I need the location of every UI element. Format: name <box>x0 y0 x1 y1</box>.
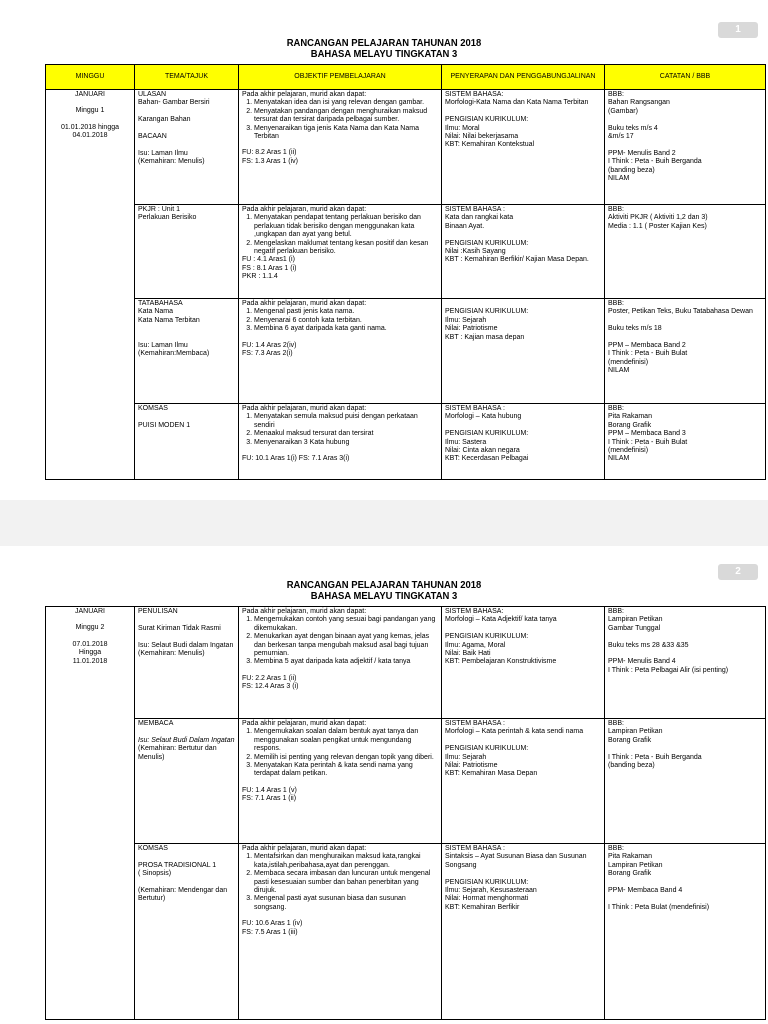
penyerapan-cell: SISTEM BAHASA: Morfologi – Kata Adjektif/ kata tanya PENGISIAN KURIKULUM: Ilmu: Agama, Moral Nilai: Baik Hati KBT: Pembelajaran Konstruktivisme <box>442 607 605 719</box>
table-row <box>46 299 766 404</box>
list-item: 3. Menyenaraikan 3 Kata hubung <box>254 439 438 447</box>
tema-title: MEMBACA <box>138 720 174 727</box>
tema-cell: KOMSAS PROSA TRADISIONAL 1 ( Sinopsis) (Kemahiran: Mendengar dan Bertutur) <box>135 844 239 1020</box>
list-item: 1. Mengenal pasti jenis kata nama. <box>254 308 438 316</box>
list-item: 2. Memilih isi penting yang relevan dengan topik yang diberi. <box>254 754 438 762</box>
list-item: 2. Menaakul maksud tersurat dan tersirat <box>254 430 438 438</box>
month-label: JANUARI <box>75 91 105 98</box>
objective-list <box>242 728 438 778</box>
date-end: 04.01.2018 <box>72 132 108 140</box>
objektif-cell <box>239 299 442 404</box>
list-item: 3. Membina 5 ayat daripada kata adjektif / kata tanya <box>254 658 438 666</box>
catatan-cell: BBB: Aktiviti PKJR ( Aktiviti 1,2 dan 3) Media : 1.1 ( Poster Kajian Kes) <box>605 205 766 299</box>
document-page-2 <box>0 546 768 1024</box>
list-item: 1. Menyatakan idea dan isi yang relevan dengan gambar. <box>254 99 438 107</box>
penyerapan-cell: PENGISIAN KURIKULUM: Ilmu: Sejarah Nilai: Patriotisme KBT : Kajian masa depan <box>442 299 605 404</box>
objektif-cell <box>239 607 442 719</box>
list-item: 2. Menukarkan ayat dengan binaan ayat yang kemas, jelas dan berkesan tanpa mengubah maksud asal bagi tujuan pemurnian. <box>254 633 438 658</box>
list-item: 2. Mengelaskan maklumat tentang kesan positif dan kesan negatif perlakuan berisiko. <box>254 240 438 257</box>
objective-codes: FU: 1.4 Aras 2(iv) FS: 7.3 Aras 2(i) <box>242 341 297 358</box>
lesson-plan-table <box>45 64 766 480</box>
list-item: 2. Menyatakan pandangan dengan menghuraikan maksud tersurat dan tersirat daripada pelbagai sumber. <box>254 108 438 125</box>
objective-intro: Pada akhir pelajaran, murid akan dapat: <box>242 608 367 615</box>
page-title: RANCANGAN PELAJARAN TAHUNAN 2018 <box>286 37 482 49</box>
list-item: 1. Mengemukakan contoh yang sesuai bagi pandangan yang dikemukakan. <box>254 616 438 633</box>
page-title: RANCANGAN PELAJARAN TAHUNAN 2018 <box>286 579 482 591</box>
list-item: 3. Membina 6 ayat daripada kata ganti nama. <box>254 325 438 333</box>
catatan-cell: BBB: Pita Rakaman Lampiran Petikan Borang Grafik PPM- Membaca Band 4 I Think : Peta Bulat (mendefinisi) <box>605 844 766 1020</box>
objective-codes: FU: 10.1 Aras 1(i) FS: 7.1 Aras 3(i) <box>242 455 350 463</box>
objective-list <box>242 99 438 141</box>
tema-skill: (Kemahiran: Bertutur dan Menulis) <box>138 745 217 761</box>
objective-list <box>242 853 438 912</box>
table-row <box>46 404 766 480</box>
objektif-cell <box>239 719 442 844</box>
week-label: Minggu 1 <box>75 107 105 115</box>
penyerapan-cell: SISTEM BAHASA : Morfologi – Kata hubung PENGISIAN KURIKULUM: Ilmu: Sastera Nilai: Cinta akan negara KBT: Kecerdasan Pelbagai <box>442 404 605 480</box>
penyerapan-cell: SISTEM BAHASA : Kata dan rangkai kata Binaan Ayat. PENGISIAN KURIKULUM: Nilai :Kasih Sayang KBT : Kemahiran Berfikir/ Kajian Masa Depan. <box>442 205 605 299</box>
list-item: 1. Menyatakan semula maksud puisi dengan perkataan sendiri <box>254 413 438 430</box>
header-penyerapan: PENYERAPAN DAN PENGGABUNGJALINAN <box>442 65 605 90</box>
date-start: 01.01.2018 hingga <box>61 123 119 131</box>
tema-cell <box>135 719 239 844</box>
catatan-cell: BBB: Bahan Rangsangan (Gambar) Buku teks m/s 4 &m/s 17 PPM- Menulis Band 2 I Think : Peta - Buih Berganda (banding beza) NILAM <box>605 90 766 205</box>
objective-list <box>242 308 438 333</box>
objektif-cell <box>239 90 442 205</box>
tema-cell: TATABAHASA Kata Nama Kata Nama Terbitan Isu: Laman Ilmu (Kemahiran:Membaca) <box>135 299 239 404</box>
catatan-cell: BBB: Lampiran Petikan Gambar Tunggal Buku teks ms 28 &33 &35 PPM- Menulis Band 4 I Think : Peta Pelbagai Alir (isi penting) <box>605 607 766 719</box>
tema-issue: Isu: Selaut Budi Dalam Ingatan <box>138 736 235 744</box>
catatan-cell: BBB: Lampiran Petikan Borang Grafik I Think : Peta - Buih Berganda (banding beza) <box>605 719 766 844</box>
table-row <box>46 607 766 719</box>
objective-intro: Pada akhir pelajaran, murid akan dapat: <box>242 405 367 412</box>
objektif-cell <box>239 205 442 299</box>
tema-cell: ULASAN Bahan- Gambar Bersiri Karangan Bahan BACAAN Isu: Laman Ilmu (Kemahiran: Menulis) <box>135 90 239 205</box>
page-separator <box>0 500 768 546</box>
list-item: 3. Menyatakan Kata perintah & kata sendi nama yang terdapat dalam petikan. <box>254 762 438 779</box>
list-item: 1. Mentafsirkan dan menghuraikan maksud kata,rangkai kata,istilah,peribahasa,ayat dan perenggan. <box>254 853 438 870</box>
tema-cell: KOMSAS PUISI MODEN 1 <box>135 404 239 480</box>
objective-list <box>242 214 438 256</box>
header-catatan: CATATAN / BBB <box>605 65 766 90</box>
objective-codes: FU : 4.1 Aras1 (i) FS : 8.1 Aras 1 (i) PKR : 1.1.4 <box>242 256 297 281</box>
table-row <box>46 719 766 844</box>
page-subtitle: BAHASA MELAYU TINGKATAN 3 <box>310 590 458 602</box>
list-item: 2. Menyenarai 6 contoh kata terbitan. <box>254 317 438 325</box>
list-item: 1. Menyatakan pendapat tentang perlakuan berisiko dan perlakuan tidak berisiko dengan menggunakan kata ,ungkapan dan ayat yang betul. <box>254 214 438 239</box>
week-label: Minggu 2 <box>75 624 105 632</box>
objective-codes: FU: 2.2 Aras 1 (ii) FS: 12.4 Aras 3 (i) <box>242 674 299 691</box>
date-end: 11.01.2018 <box>72 657 108 665</box>
penyerapan-cell: SISTEM BAHASA: Morfologi-Kata Nama dan Kata Nama Terbitan PENGISIAN KURIKULUM: Ilmu: Moral Nilai: Nilai bekerjasama KBT: Kemahiran Kontekstual <box>442 90 605 205</box>
list-item: 1. Mengemukakan soalan dalam bentuk ayat tanya dan menggunakan soalan pengikat untuk mengundang respons. <box>254 728 438 753</box>
tema-cell: PENULISAN Surat Kiriman Tidak Rasmi Isu: Selaut Budi dalam Ingatan (Kemahiran: Menulis) <box>135 607 239 719</box>
objective-list <box>242 413 438 447</box>
penyerapan-cell: SISTEM BAHASA : Morfologi – Kata perintah & kata sendi nama PENGISIAN KURIKULUM: Ilmu: Sejarah Nilai: Patriotisme KBT: Kemahiran Masa Depan <box>442 719 605 844</box>
objective-list <box>242 616 438 666</box>
objective-intro: Pada akhir pelajaran, murid akan dapat: <box>242 845 367 852</box>
header-objektif: OBJEKTIF PEMBELAJARAN <box>239 65 442 90</box>
table-row <box>46 205 766 299</box>
objective-intro: Pada akhir pelajaran, murid akan dapat: <box>242 720 367 727</box>
header-minggu: MINGGU <box>46 65 135 90</box>
list-item: 3. Mengenal pasti ayat susunan biasa dan susunan songsang. <box>254 895 438 912</box>
date-start: 07.01.2018 <box>72 640 108 648</box>
list-item: 2. Membaca secara imbasan dan luncuran untuk mengenal pasti kesesuaian sumber dan bahan penerbitan yang dirujuk. <box>254 870 438 895</box>
catatan-cell: BBB: Poster, Petikan Teks, Buku Tatabahasa Dewan Buku teks m/s 18 PPM – Membaca Band 2 I Think : Peta - Buih Bulat (mendefinisi) NILAM <box>605 299 766 404</box>
page-subtitle: BAHASA MELAYU TINGKATAN 3 <box>310 48 458 60</box>
penyerapan-cell: SISTEM BAHASA : Sintaksis – Ayat Susunan Biasa dan Susunan Songsang PENGISIAN KURIKULUM: Ilmu: Sejarah, Kesusasteraan Nilai: Hormat menghormati KBT: Kemahiran Berfikir <box>442 844 605 1020</box>
table-row <box>46 90 766 205</box>
month-label: JANUARI <box>75 608 105 615</box>
page-title-block <box>0 38 768 60</box>
table-row <box>46 844 766 1020</box>
lesson-plan-table <box>45 606 766 1020</box>
page-number-badge: 1 <box>718 22 758 38</box>
minggu-cell <box>46 607 135 1020</box>
objective-codes: FU: 1.4 Aras 1 (v) FS: 7.1 Aras 1 (ii) <box>242 786 297 803</box>
objective-intro: Pada akhir pelajaran, murid akan dapat: <box>242 91 367 98</box>
objektif-cell <box>239 844 442 1020</box>
catatan-cell: BBB: Pita Rakaman Borang Grafik PPM – Membaca Band 3 I Think : Peta - Buih Bulat (mendefinisi) NILAM <box>605 404 766 480</box>
minggu-cell <box>46 90 135 480</box>
page-title-block <box>0 580 768 602</box>
objective-intro: Pada akhir pelajaran, murid akan dapat: <box>242 206 367 213</box>
objektif-cell <box>239 404 442 480</box>
objective-codes: FU: 8.2 Aras 1 (ii) FS: 1.3 Aras 1 (iv) <box>242 149 299 165</box>
list-item: 3. Menyenaraikan tiga jenis Kata Nama dan Kata Nama Terbitan <box>254 125 438 142</box>
header-tema: TEMA/TAJUK <box>135 65 239 90</box>
objective-intro: Pada akhir pelajaran, murid akan dapat: <box>242 300 367 307</box>
table-header-row <box>46 65 766 90</box>
tema-cell: PKJR : Unit 1 Perlakuan Berisiko <box>135 205 239 299</box>
date-connector: Hingga <box>78 649 102 657</box>
objective-codes: FU: 10.6 Aras 1 (iv) FS: 7.5 Aras 1 (iii) <box>242 920 303 936</box>
document-page-1 <box>0 0 768 500</box>
page-number-badge: 2 <box>718 564 758 580</box>
